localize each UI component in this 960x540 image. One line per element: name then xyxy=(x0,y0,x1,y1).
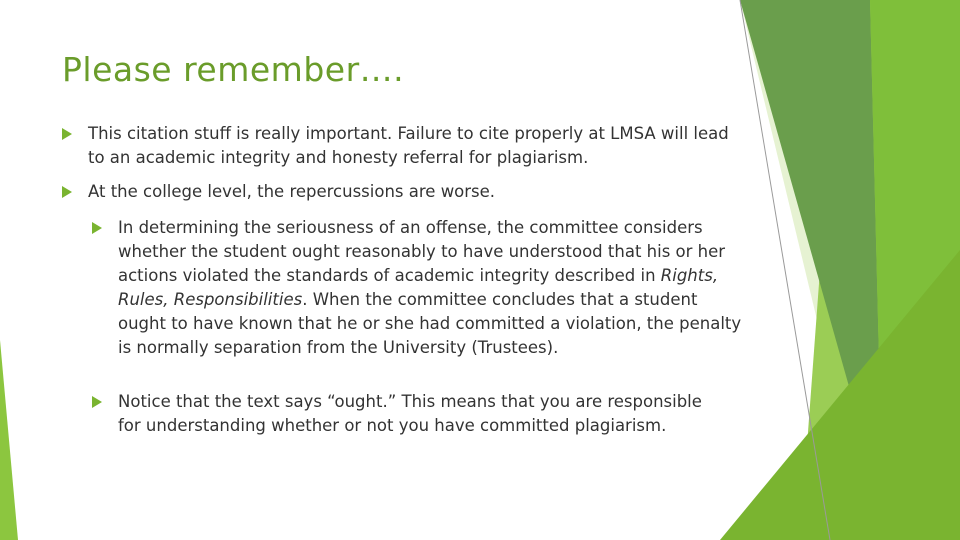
sub-bullet-text: In determining the seriousness of an offense, the committee considers whether the student ought reasonably to have understood that his or her actions violated the standards of academic integrity described in xyxy=(118,218,726,285)
triangle-bullet-icon xyxy=(92,396,102,408)
bullet-item: At the college level, the repercussions are worse. xyxy=(88,182,496,201)
triangle-bullet-icon xyxy=(62,186,72,198)
sub-bullet-item xyxy=(118,216,748,360)
triangle-bullet-icon xyxy=(62,128,72,140)
slide-title: Please remember…. xyxy=(62,50,405,89)
right-panel-dark xyxy=(740,0,880,400)
sub-bullet-item: Notice that the text says “ought.” This means that you are responsible for understanding whether or not you have committed plagiarism. xyxy=(118,392,702,435)
left-accent-shape xyxy=(0,340,18,540)
triangle-bullet-icon xyxy=(92,222,102,234)
sub-bullet-italic-title: Rights, Rules, Responsibilities xyxy=(118,266,719,309)
bullet-item: This citation stuff is really important. Failure to cite properly at LMSA will lead to an academic integrity and honesty referral for plagiarism. xyxy=(88,124,729,167)
sub-bullet-text: . When the committee concludes that a student ought to have known that he or she had committed a violation, the penalty is normally separation from the University (Trustees). xyxy=(118,290,742,357)
